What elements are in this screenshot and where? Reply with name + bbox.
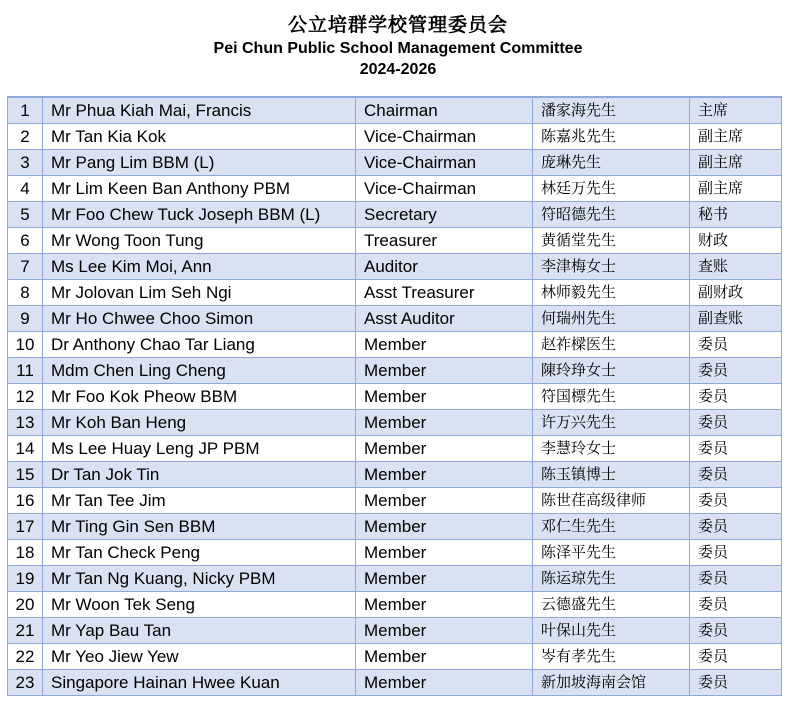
member-name: Mr Yap Bau Tan [43, 618, 356, 644]
member-name: Mr Phua Kiah Mai, Francis [43, 97, 356, 124]
member-role-chinese: 副主席 [690, 176, 782, 202]
member-role-chinese: 委员 [690, 644, 782, 670]
member-role: Treasurer [356, 228, 533, 254]
member-name: Mr Wong Toon Tung [43, 228, 356, 254]
member-role: Member [356, 514, 533, 540]
member-role: Auditor [356, 254, 533, 280]
member-row [8, 670, 782, 696]
member-name-chinese: 符国標先生 [533, 384, 690, 410]
member-name: Singapore Hainan Hwee Kuan [43, 670, 356, 696]
member-name-chinese: 林廷万先生 [533, 176, 690, 202]
member-role-chinese: 秘书 [690, 202, 782, 228]
member-role: Vice-Chairman [356, 124, 533, 150]
member-number: 23 [8, 670, 43, 696]
member-name-chinese: 陈泽平先生 [533, 540, 690, 566]
member-number: 15 [8, 462, 43, 488]
member-role-chinese: 委员 [690, 618, 782, 644]
member-role-chinese: 委员 [690, 410, 782, 436]
member-row [8, 436, 782, 462]
member-name-chinese: 潘家海先生 [533, 97, 690, 124]
member-name-chinese: 黄循堂先生 [533, 228, 690, 254]
member-role-chinese: 委员 [690, 384, 782, 410]
member-name: Mr Foo Kok Pheow BBM [43, 384, 356, 410]
member-name-chinese: 邓仁生先生 [533, 514, 690, 540]
member-name: Mr Lim Keen Ban Anthony PBM [43, 176, 356, 202]
member-role: Member [356, 410, 533, 436]
member-name-chinese: 陈玉镇博士 [533, 462, 690, 488]
member-row [8, 176, 782, 202]
member-row [8, 384, 782, 410]
member-role-chinese: 副主席 [690, 150, 782, 176]
member-role: Member [356, 644, 533, 670]
member-name: Mr Foo Chew Tuck Joseph BBM (L) [43, 202, 356, 228]
member-row [8, 358, 782, 384]
member-name: Mr Yeo Jiew Yew [43, 644, 356, 670]
member-number: 8 [8, 280, 43, 306]
member-name-chinese: 庞琳先生 [533, 150, 690, 176]
member-number: 3 [8, 150, 43, 176]
member-role: Chairman [356, 97, 533, 124]
member-name-chinese: 何瑞州先生 [533, 306, 690, 332]
member-name-chinese: 陳玲琤女士 [533, 358, 690, 384]
member-name: Dr Tan Jok Tin [43, 462, 356, 488]
member-name: Ms Lee Huay Leng JP PBM [43, 436, 356, 462]
member-role: Secretary [356, 202, 533, 228]
member-name: Mr Pang Lim BBM (L) [43, 150, 356, 176]
member-role-chinese: 委员 [690, 514, 782, 540]
member-name-chinese: 符昭德先生 [533, 202, 690, 228]
member-row [8, 488, 782, 514]
member-role: Member [356, 488, 533, 514]
member-row [8, 332, 782, 358]
member-row [8, 410, 782, 436]
member-role: Member [356, 540, 533, 566]
member-role: Vice-Chairman [356, 150, 533, 176]
member-role: Member [356, 332, 533, 358]
member-number: 18 [8, 540, 43, 566]
member-row [8, 306, 782, 332]
member-name: Mr Jolovan Lim Seh Ngi [43, 280, 356, 306]
member-name: Mr Tan Ng Kuang, Nicky PBM [43, 566, 356, 592]
member-number: 16 [8, 488, 43, 514]
member-name-chinese: 云德盛先生 [533, 592, 690, 618]
member-name-chinese: 陈嘉兆先生 [533, 124, 690, 150]
member-role-chinese: 委员 [690, 462, 782, 488]
member-row [8, 202, 782, 228]
member-name-chinese: 林师毅先生 [533, 280, 690, 306]
member-number: 11 [8, 358, 43, 384]
document-header [0, 0, 796, 81]
member-name-chinese: 新加坡海南会馆 [533, 670, 690, 696]
term-years: 2024-2026 [359, 61, 437, 78]
member-name-chinese: 陈世荏高级律师 [533, 488, 690, 514]
member-name: Mdm Chen Ling Cheng [43, 358, 356, 384]
member-number: 19 [8, 566, 43, 592]
member-role-chinese: 主席 [690, 97, 782, 124]
member-name: Mr Ho Chwee Choo Simon [43, 306, 356, 332]
member-role: Member [356, 462, 533, 488]
member-row [8, 592, 782, 618]
member-name: Mr Woon Tek Seng [43, 592, 356, 618]
member-number: 17 [8, 514, 43, 540]
member-row [8, 644, 782, 670]
member-role-chinese: 委员 [690, 566, 782, 592]
member-role-chinese: 副主席 [690, 124, 782, 150]
member-role: Member [356, 436, 533, 462]
member-number: 22 [8, 644, 43, 670]
committee-members-table [7, 96, 782, 696]
member-name: Mr Koh Ban Heng [43, 410, 356, 436]
member-number: 10 [8, 332, 43, 358]
member-number: 6 [8, 228, 43, 254]
member-name-chinese: 陈运琼先生 [533, 566, 690, 592]
member-row [8, 124, 782, 150]
member-row [8, 540, 782, 566]
member-name-chinese: 岑有孝先生 [533, 644, 690, 670]
member-role: Member [356, 618, 533, 644]
member-role-chinese: 委员 [690, 436, 782, 462]
member-role-chinese: 副财政 [690, 280, 782, 306]
committee-members-rows [8, 97, 782, 696]
member-number: 7 [8, 254, 43, 280]
member-role: Vice-Chairman [356, 176, 533, 202]
member-number: 4 [8, 176, 43, 202]
member-row [8, 618, 782, 644]
member-name-chinese: 赵祚樑医生 [533, 332, 690, 358]
member-role-chinese: 委员 [690, 592, 782, 618]
member-role-chinese: 财政 [690, 228, 782, 254]
english-title: Pei Chun Public School Management Committee [213, 40, 583, 57]
member-row [8, 280, 782, 306]
member-number: 13 [8, 410, 43, 436]
member-role-chinese: 委员 [690, 540, 782, 566]
member-role: Member [356, 670, 533, 696]
member-role-chinese: 委员 [690, 488, 782, 514]
member-role-chinese: 委员 [690, 332, 782, 358]
member-name: Mr Ting Gin Sen BBM [43, 514, 356, 540]
member-name: Mr Tan Check Peng [43, 540, 356, 566]
member-role: Member [356, 592, 533, 618]
member-number: 20 [8, 592, 43, 618]
member-role-chinese: 查账 [690, 254, 782, 280]
member-name: Mr Tan Kia Kok [43, 124, 356, 150]
member-role: Member [356, 384, 533, 410]
member-number: 5 [8, 202, 43, 228]
member-name-chinese: 李津梅女士 [533, 254, 690, 280]
member-name: Mr Tan Tee Jim [43, 488, 356, 514]
member-number: 12 [8, 384, 43, 410]
member-row [8, 514, 782, 540]
member-role-chinese: 副查账 [690, 306, 782, 332]
member-name-chinese: 李慧玲女士 [533, 436, 690, 462]
member-row [8, 150, 782, 176]
chinese-title: 公立培群学校管理委员会 [287, 14, 508, 36]
member-name: Dr Anthony Chao Tar Liang [43, 332, 356, 358]
member-role: Asst Auditor [356, 306, 533, 332]
member-number: 2 [8, 124, 43, 150]
member-role: Member [356, 358, 533, 384]
member-number: 21 [8, 618, 43, 644]
member-role: Asst Treasurer [356, 280, 533, 306]
member-number: 9 [8, 306, 43, 332]
member-number: 14 [8, 436, 43, 462]
member-name: Ms Lee Kim Moi, Ann [43, 254, 356, 280]
member-role: Member [356, 566, 533, 592]
member-number: 1 [8, 97, 43, 124]
member-row [8, 462, 782, 488]
member-row [8, 566, 782, 592]
member-row [8, 254, 782, 280]
member-row [8, 97, 782, 124]
member-role-chinese: 委员 [690, 670, 782, 696]
member-name-chinese: 叶保山先生 [533, 618, 690, 644]
member-name-chinese: 许万兴先生 [533, 410, 690, 436]
member-row [8, 228, 782, 254]
member-role-chinese: 委员 [690, 358, 782, 384]
